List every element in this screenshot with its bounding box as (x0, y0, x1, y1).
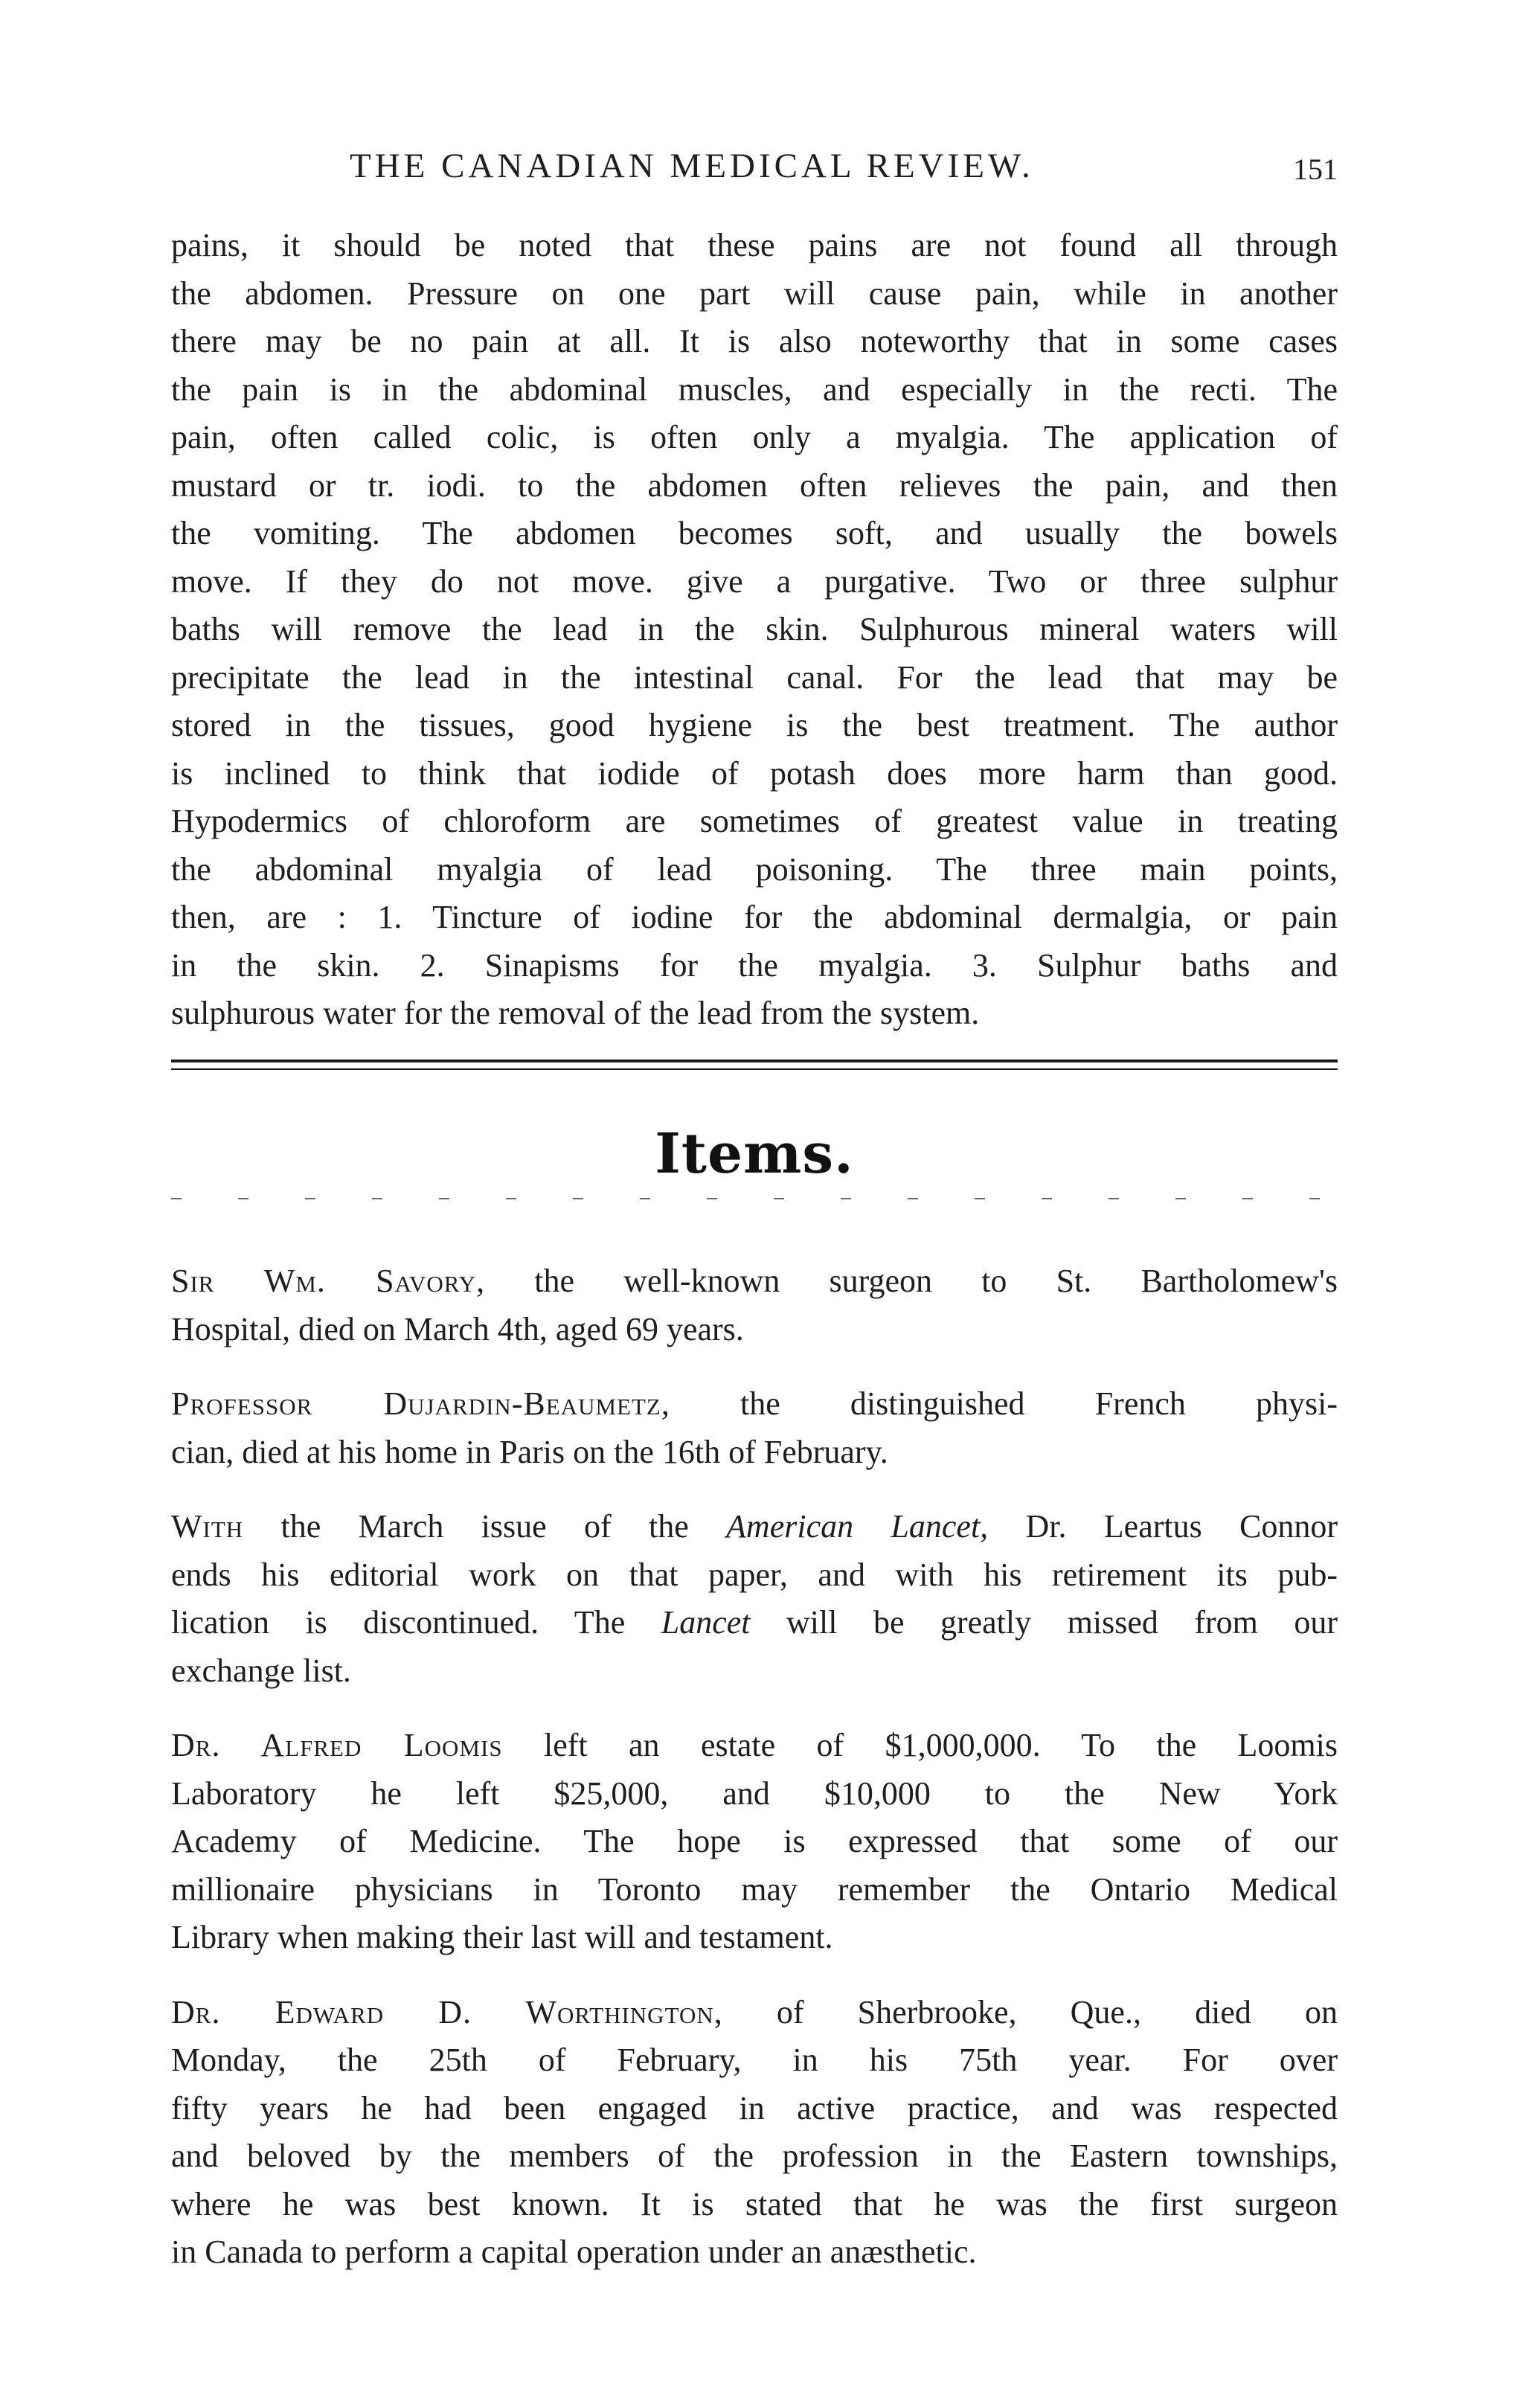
text-line: stored in the tissues, good hygiene is the best treatment. The author (171, 707, 1338, 743)
item-text: will be greatly missed from our (786, 1604, 1338, 1641)
item-line: millionaire physicians in Toronto may remember the Ontario Medical (171, 1870, 1338, 1908)
text-line: Hypodermics of chloroform are sometimes of greatest value in treating (171, 803, 1338, 839)
item-text: the distinguished French physi- (740, 1385, 1338, 1422)
news-item (171, 1503, 1338, 1695)
item-text: left an estate of $1,000,000. To the Loomis (543, 1727, 1338, 1763)
journal-title: American Lancet, (726, 1508, 989, 1545)
news-item (171, 1989, 1338, 2277)
person-name: Dr. Alfred Loomis (171, 1727, 503, 1763)
section-divider (171, 1059, 1338, 1070)
text-line: the vomiting. The abdomen becomes soft, and usually the bowels (171, 515, 1338, 551)
person-name: Dr. Edward D. Worthington, (171, 1993, 723, 2030)
news-item (171, 1257, 1338, 1353)
divider-rule-thin (171, 1068, 1338, 1070)
news-item (171, 1380, 1338, 1476)
item-line: Hospital, died on March 4th, aged 69 years. (171, 1310, 744, 1347)
page-number: 151 (1293, 153, 1338, 186)
lead-word: With (171, 1508, 244, 1545)
item-text: the well-known surgeon to St. Bartholomew's (534, 1263, 1338, 1299)
item-line: where he was best known. It is stated that he was the first surgeon (171, 2185, 1338, 2222)
text-line: there may be no pain at all. It is also noteworthy that in some cases (171, 323, 1338, 359)
text-line: the pain is in the abdominal muscles, and especially in the recti. The (171, 371, 1338, 408)
item-line: ends his editorial work on that paper, and with his retirement its pub- (171, 1556, 1338, 1593)
text-line: in the skin. 2. Sinapisms for the myalgia. 3. Sulphur baths and (171, 946, 1338, 984)
person-name: Professor Dujardin-Beaumetz, (171, 1385, 670, 1422)
text-line: is inclined to think that iodide of potash does more harm than good. (171, 754, 1338, 792)
item-line: Library when making their last will and testament. (171, 1919, 833, 1955)
text-line: move. If they do not move. give a purgative. Two or three sulphur (171, 562, 1338, 600)
text-line: precipitate the lead in the intestinal canal. For the lead that may be (171, 658, 1338, 696)
text-line: mustard or tr. iodi. to the abdomen often relieves the pain, and then (171, 467, 1338, 504)
person-name: Sir Wm. Savory, (171, 1263, 486, 1299)
items-list (171, 1257, 1338, 2304)
divider-rule-thick (171, 1059, 1338, 1062)
news-item (171, 1722, 1338, 1962)
item-line: in Canada to perform a capital operation under an anæsthetic. (171, 2234, 977, 2270)
item-line: exchange list. (171, 1652, 351, 1689)
item-line: fifty years he had been engaged in active practice, and was respected (171, 2089, 1338, 2126)
running-title: THE CANADIAN MEDICAL REVIEW. (350, 147, 1034, 185)
item-line: Laboratory he left $25,000, and $10,000 to the New York (171, 1775, 1338, 1812)
text-line: the abdomen. Pressure on one part will cause pain, while in another (171, 275, 1338, 312)
dashed-divider (171, 1198, 1338, 1199)
item-text: the March issue of the (280, 1508, 689, 1545)
item-line: cian, died at his home in Paris on the 16th of February. (171, 1433, 888, 1470)
section-heading: Items. (655, 1122, 854, 1186)
text-line: then, are : 1. Tincture of iodine for the abdominal dermalgia, or pain (171, 899, 1338, 935)
item-text: Dr. Leartus Connor (1025, 1508, 1338, 1545)
journal-title: Lancet (661, 1604, 751, 1641)
text-line: pain, often called colic, is often only a myalgia. The application of (171, 419, 1338, 455)
text-line: baths will remove the lead in the skin. Sulphurous mineral waters will (171, 611, 1338, 647)
item-line: and beloved by the members of the profession in the Eastern townships, (171, 2138, 1338, 2174)
item-line: Monday, the 25th of February, in his 75th year. For over (171, 2042, 1338, 2078)
article-continuation (171, 222, 1338, 1038)
item-line: Academy of Medicine. The hope is expressed that some of our (171, 1823, 1338, 1859)
item-text: lication is discontinued. The (171, 1604, 626, 1641)
text-line: sulphurous water for the removal of the lead from the system. (171, 995, 980, 1031)
running-head (171, 146, 1338, 190)
text-line: pains, it should be noted that these pains are not found all through (171, 227, 1338, 263)
item-text: of Sherbrooke, Que., died on (776, 1993, 1338, 2030)
text-line: the abdominal myalgia of lead poisoning. The three main points, (171, 850, 1338, 888)
